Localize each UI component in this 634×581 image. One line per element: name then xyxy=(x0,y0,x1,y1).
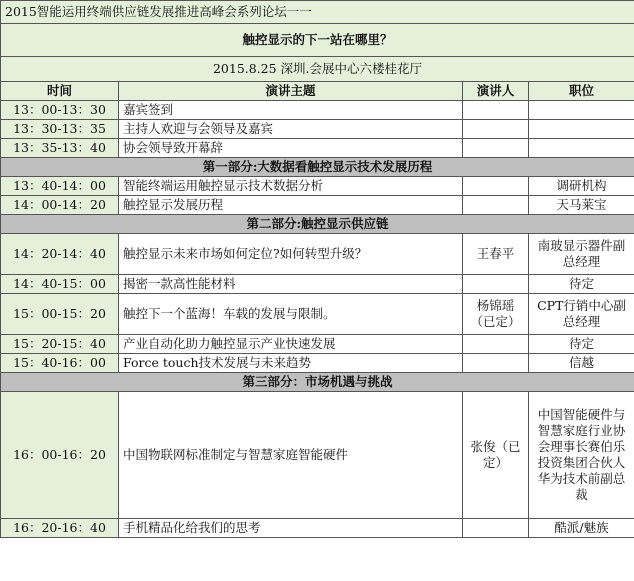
section-header-row xyxy=(1,373,634,392)
position-cell: 酷派/魅族 xyxy=(529,519,634,538)
time-cell: 15：20-15：40 xyxy=(1,335,119,354)
position-cell: 南玻显示器件副总经理 xyxy=(529,234,634,275)
topic-cell: 触控下一个蓝海！车载的发展与限制。 xyxy=(119,294,463,335)
column-header-topic: 演讲主题 xyxy=(119,82,463,101)
speaker-cell xyxy=(463,335,529,354)
topic-cell: 智能终端运用触控显示技术数据分析 xyxy=(119,177,463,196)
table-row xyxy=(1,177,634,196)
position-cell xyxy=(529,139,634,158)
section-header-row xyxy=(1,215,634,234)
speaker-cell xyxy=(463,177,529,196)
table-row xyxy=(1,275,634,294)
table-row xyxy=(1,139,634,158)
column-header-speaker: 演讲人 xyxy=(463,82,529,101)
time-cell: 15：40-16：00 xyxy=(1,354,119,373)
section-1-title: 第一部分:大数据看触控显示技术发展历程 xyxy=(1,158,634,177)
table-row xyxy=(1,354,634,373)
topic-cell: 协会领导致开幕辞 xyxy=(119,139,463,158)
topic-cell: 中国物联网标准制定与智慧家庭智能硬件 xyxy=(119,392,463,519)
position-cell: 中国智能硬件与智慧家庭行业协会理事长赛伯乐投资集团合伙人华为技术前副总裁 xyxy=(529,392,634,519)
speaker-cell xyxy=(463,120,529,139)
topic-cell: Force touch技术发展与未来趋势 xyxy=(119,354,463,373)
time-cell: 13：35-13：40 xyxy=(1,139,119,158)
table-row xyxy=(1,101,634,120)
time-cell: 14：40-15：00 xyxy=(1,275,119,294)
column-header-time: 时间 xyxy=(1,82,119,101)
position-cell xyxy=(529,101,634,120)
time-cell: 16：20-16：40 xyxy=(1,519,119,538)
main-title: 触控显示的下一站在哪里？ xyxy=(1,24,634,57)
topic-cell: 触控显示发展历程 xyxy=(119,196,463,215)
table-row xyxy=(1,294,634,335)
table-row xyxy=(1,196,634,215)
section-2-title: 第二部分:触控显示供应链 xyxy=(1,215,634,234)
topic-cell: 手机精品化给我们的思考 xyxy=(119,519,463,538)
time-cell: 14：20-14：40 xyxy=(1,234,119,275)
speaker-cell xyxy=(463,139,529,158)
speaker-cell xyxy=(463,519,529,538)
section-header-row xyxy=(1,158,634,177)
topic-cell: 触控显示未来市场如何定位?如何转型升级？ xyxy=(119,234,463,275)
time-cell: 16：00-16：20 xyxy=(1,392,119,519)
speaker-cell xyxy=(463,354,529,373)
speaker-cell: 张俊（已定） xyxy=(463,392,529,519)
speaker-cell xyxy=(463,275,529,294)
series-title: 2015智能运用终端供应链发展推进高峰会系列论坛一一 xyxy=(1,1,634,24)
speaker-cell: 杨锦瑶（已定） xyxy=(463,294,529,335)
table-row xyxy=(1,335,634,354)
column-header-position: 职位 xyxy=(529,82,634,101)
speaker-cell xyxy=(463,101,529,120)
table-row xyxy=(1,120,634,139)
time-cell: 13：30-13：35 xyxy=(1,120,119,139)
table-row xyxy=(1,234,634,275)
event-date-location: 2015.8.25 深圳.会展中心六楼桂花厅 xyxy=(1,57,634,82)
position-cell: 信越 xyxy=(529,354,634,373)
column-header-row xyxy=(1,82,634,101)
section-3-title: 第三部分：市场机遇与挑战 xyxy=(1,373,634,392)
speaker-cell xyxy=(463,196,529,215)
time-cell: 13：00-13：30 xyxy=(1,101,119,120)
speaker-cell: 王春平 xyxy=(463,234,529,275)
time-cell: 15：00-15：20 xyxy=(1,294,119,335)
position-cell: CPT行销中心副总经理 xyxy=(529,294,634,335)
topic-cell: 主持人欢迎与会领导及嘉宾 xyxy=(119,120,463,139)
topic-cell: 揭密一款高性能材料 xyxy=(119,275,463,294)
table-row xyxy=(1,392,634,519)
position-cell: 调研机构 xyxy=(529,177,634,196)
position-cell xyxy=(529,120,634,139)
time-cell: 14：00-14：20 xyxy=(1,196,119,215)
topic-cell: 产业自动化助力触控显示产业快速发展 xyxy=(119,335,463,354)
table-row xyxy=(1,519,634,538)
topic-cell: 嘉宾签到 xyxy=(119,101,463,120)
position-cell: 待定 xyxy=(529,335,634,354)
position-cell: 待定 xyxy=(529,275,634,294)
position-cell: 天马莱宝 xyxy=(529,196,634,215)
time-cell: 13：40-14：00 xyxy=(1,177,119,196)
